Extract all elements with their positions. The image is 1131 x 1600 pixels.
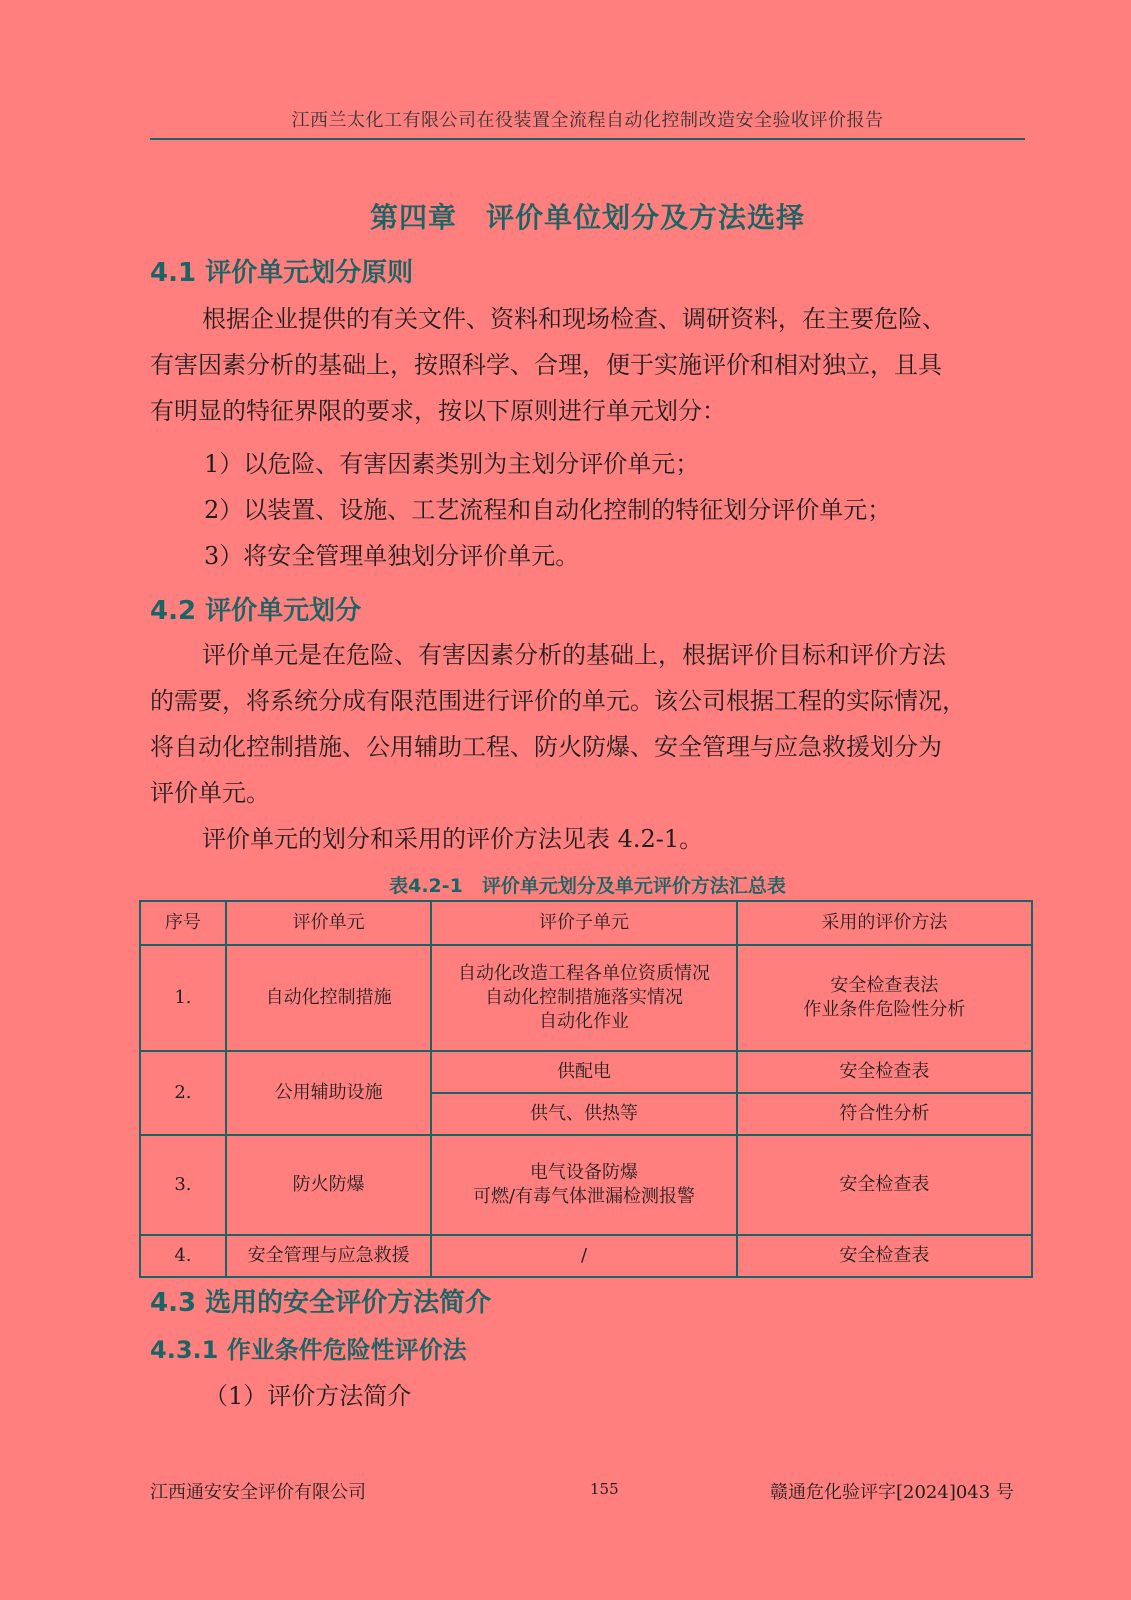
subunit-line: 自动化改造工程各单位资质情况 bbox=[458, 963, 711, 984]
method-line: 安全检查表法 bbox=[830, 975, 939, 996]
footer-doc-number: 赣通危化验评字[2024]043 号 bbox=[770, 1482, 1014, 1503]
row-number: 4. bbox=[140, 1235, 226, 1277]
footer-company: 江西通安安全评价有限公司 bbox=[150, 1482, 366, 1503]
table-row bbox=[140, 1135, 1032, 1235]
para-line: 有害因素分析的基础上，按照科学、合理，便于实施评价和相对独立，且具 bbox=[150, 351, 942, 379]
subunit-line: 可燃/有毒气体泄漏检测报警 bbox=[472, 1186, 696, 1207]
principle-item-1: 1）以危险、有害因素类别为主划分评价单元； bbox=[204, 450, 700, 478]
row-unit: 安全管理与应急救援 bbox=[226, 1235, 432, 1277]
row-subunits bbox=[431, 1135, 736, 1235]
row-number: 1. bbox=[140, 945, 226, 1051]
row-unit: 防火防爆 bbox=[226, 1135, 432, 1235]
principle-item-2: 2）以装置、设施、工艺流程和自动化控制的特征划分评价单元； bbox=[204, 496, 892, 524]
para-line: 评价单元的划分和采用的评价方法见表 4.2-1。 bbox=[202, 825, 704, 853]
para-line: 评价单元是在危险、有害因素分析的基础上，根据评价目标和评价方法 bbox=[202, 641, 946, 669]
table-caption: 表4.2-1 评价单元划分及单元评价方法汇总表 bbox=[389, 875, 786, 897]
principle-item-3: 3）将安全管理单独划分评价单元。 bbox=[204, 542, 580, 570]
para-line: 评价单元。 bbox=[150, 779, 270, 807]
row-subunit: 供气、供热等 bbox=[431, 1093, 736, 1135]
table-header-row bbox=[140, 901, 1032, 945]
row-unit: 公用辅助设施 bbox=[226, 1051, 432, 1135]
subunit-line: 电气设备防爆 bbox=[530, 1162, 639, 1183]
para-line: 有明显的特征界限的要求，按以下原则进行单元划分： bbox=[150, 397, 726, 425]
method-line: 作业条件危险性分析 bbox=[803, 999, 966, 1020]
table-row bbox=[140, 1235, 1032, 1277]
para-line: 将自动化控制措施、公用辅助工程、防火防爆、安全管理与应急救援划分为 bbox=[150, 733, 942, 761]
page-number: 155 bbox=[590, 1480, 619, 1498]
row-method: 安全检查表 bbox=[737, 1135, 1032, 1235]
section-heading-4-3-1: 4.3.1 作业条件危险性评价法 bbox=[150, 1336, 467, 1364]
para-line: 的需要，将系统分成有限范围进行评价的单元。该公司根据工程的实际情况， bbox=[150, 687, 966, 715]
table-row bbox=[140, 1051, 1032, 1093]
method-intro-item: （1）评价方法简介 bbox=[204, 1382, 412, 1410]
row-method: 安全检查表 bbox=[737, 1235, 1032, 1277]
header-cell: 序号 bbox=[140, 901, 226, 945]
row-number: 2. bbox=[140, 1051, 226, 1135]
row-subunit: / bbox=[431, 1235, 736, 1277]
section-heading-4-3: 4.3 选用的安全评价方法简介 bbox=[150, 1288, 492, 1318]
section-heading-4-2: 4.2 评价单元划分 bbox=[150, 596, 362, 626]
header-rule bbox=[150, 138, 1025, 140]
header-cell: 评价单元 bbox=[226, 901, 432, 945]
header-cell: 采用的评价方法 bbox=[737, 901, 1032, 945]
section-4-1-paragraph bbox=[150, 296, 1025, 434]
row-number: 3. bbox=[140, 1135, 226, 1235]
table-row bbox=[140, 945, 1032, 1051]
subunit-line: 自动化控制措施落实情况 bbox=[485, 987, 684, 1008]
section-4-2-paragraph bbox=[150, 632, 1025, 862]
subunit-line: 自动化作业 bbox=[539, 1011, 630, 1032]
row-method bbox=[737, 945, 1032, 1051]
row-unit: 自动化控制措施 bbox=[226, 945, 432, 1051]
evaluation-unit-table bbox=[139, 900, 1033, 1278]
row-method: 符合性分析 bbox=[737, 1093, 1032, 1135]
header-cell: 评价子单元 bbox=[431, 901, 736, 945]
running-header: 江西兰太化工有限公司在役装置全流程自动化控制改造安全验收评价报告 bbox=[291, 110, 884, 131]
section-heading-4-1: 4.1 评价单元划分原则 bbox=[150, 258, 414, 288]
row-method: 安全检查表 bbox=[737, 1051, 1032, 1093]
row-subunit: 供配电 bbox=[431, 1051, 736, 1093]
chapter-title: 第四章 评价单位划分及方法选择 bbox=[369, 201, 805, 234]
row-subunits bbox=[431, 945, 736, 1051]
para-line: 根据企业提供的有关文件、资料和现场检查、调研资料，在主要危险、 bbox=[202, 305, 946, 333]
